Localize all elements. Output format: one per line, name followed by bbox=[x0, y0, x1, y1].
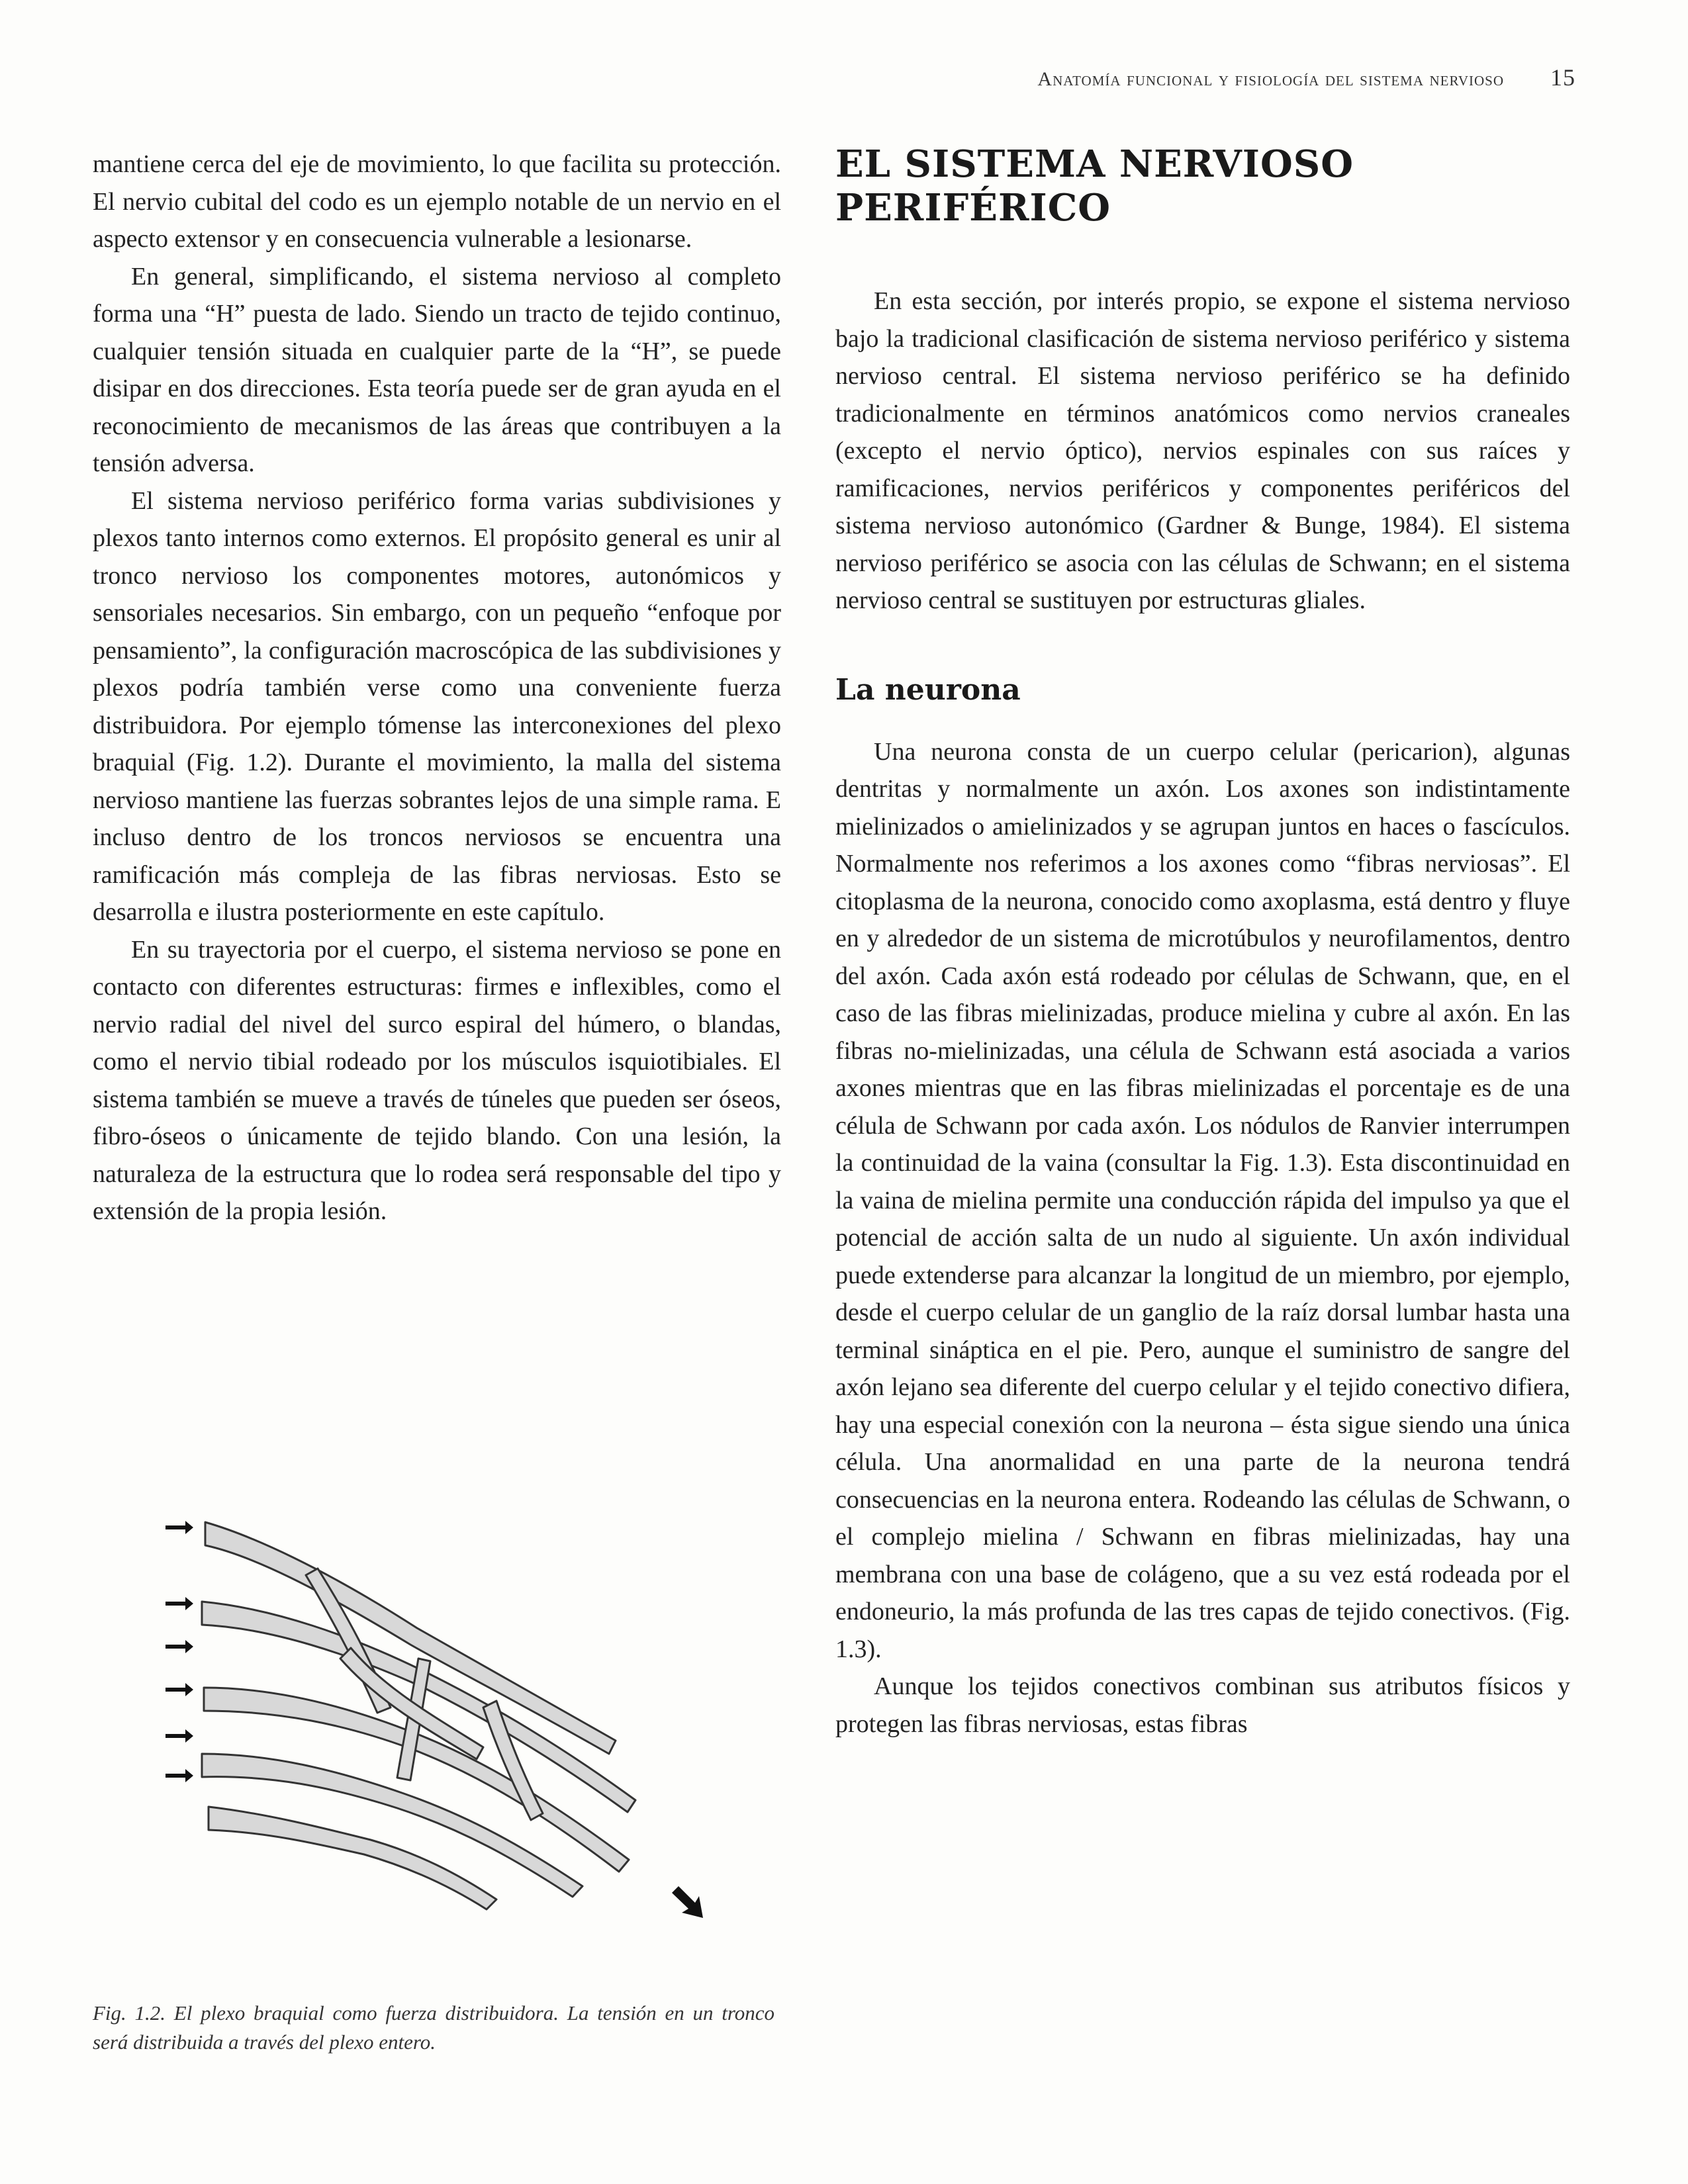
left-column bbox=[93, 146, 781, 1230]
section-title-line: EL SISTEMA NERVIOSO bbox=[835, 142, 1354, 186]
paragraph: Aunque los tejidos conectivos combinan sus atributos físicos y protegen las fibras nerviosas, estas fibras bbox=[835, 1672, 1570, 1738]
arrow-icon bbox=[165, 1597, 193, 1610]
arrow-icon bbox=[165, 1683, 193, 1696]
figure-caption bbox=[93, 1999, 774, 2057]
paragraph: En general, simplificando, el sistema nervioso al completo forma una “H” puesta de lado. Siendo un tracto de tejido continuo, cualquier tensión situada en cualquier parte de la “H”, se puede disipar en dos direcciones. Esta teoría puede ser de gran ayuda en el reconocimiento de mecanismos de las áreas que contribuyen a la tensión adversa. bbox=[93, 262, 781, 477]
brachial-plexus-illustration bbox=[152, 1489, 722, 1939]
paragraph: En su trayectoria por el cuerpo, el sistema nervioso se pone en contacto con diferentes estructuras: firmes e inflexibles, como el nervio radial del nivel del surco espiral del húmero, o blandas, como el nervio tibial rodeado por los músculos isquiotibiales. El sistema también se mueve a través de túneles que pueden ser óseos, fibro-óseos o únicamente de tejido blando. Con una lesión, la naturaleza de la estructura que lo rodea será responsable del tipo y extensión de la propia lesión. bbox=[93, 935, 781, 1225]
section-title bbox=[835, 142, 1570, 230]
arrow-icon bbox=[672, 1886, 703, 1918]
subheading: La neurona bbox=[835, 672, 1021, 707]
arrow-icon bbox=[165, 1769, 193, 1782]
running-header bbox=[814, 64, 1575, 91]
right-column bbox=[835, 142, 1570, 1743]
running-title: Anatomía funcional y fisiología del sistema nervioso bbox=[1037, 68, 1504, 90]
arrow-icon bbox=[165, 1521, 193, 1534]
paragraph: El sistema nervioso periférico forma varias subdivisiones y plexos tanto internos como externos. El propósito general es unir al tronco nervioso los componentes motores, autonómicos y sensoriales necesarios. Sin embargo, con un pequeño “enfoque por pensamiento”, la configuración macroscópica de las subdivisiones y plexos podría también verse como una conveniente fuerza distribuidora. Por ejemplo tómense las interconexiones del plexo braquial (Fig. 1.2). Durante el movimiento, la malla del sistema nervioso mantiene las fuerzas sobrantes lejos de una simple rama. E incluso dentro de los troncos nerviosos se encuentra una ramificación más compleja de las fibras nerviosas. Esto se desarrolla e ilustra posteriormente en este capítulo. bbox=[93, 486, 781, 926]
paragraph: mantiene cerca del eje de movimiento, lo que facilita su protección. El nervio cubital del codo es un ejemplo notable de un nervio en el aspecto extensor y en consecuencia vulnerable a lesionarse. bbox=[93, 150, 781, 253]
figure-caption-text: El plexo braquial como fuerza distribuidora. La tensión en un tronco será distribuida a través del plexo entero. bbox=[93, 2001, 775, 2054]
arrow-icon bbox=[165, 1640, 193, 1653]
intro-paragraph: En esta sección, por interés propio, se expone el sistema nervioso bajo la tradicional clasificación de sistema nervioso periférico y sistema nervioso central. El sistema nervioso periférico se ha definido tradicionalmente en términos anatómicos como nervios craneales (excepto el nervio óptico), nervios espinales con sus raíces y ramificaciones, nervios periféricos y componentes periféricos del sistema nervioso autonómico (Gardner & Bunge, 1984). El sistema nervioso periférico se asocia con las células de Schwann; en el sistema nervioso central se sustituyen por estructuras gliales. bbox=[835, 287, 1570, 614]
brachial-plexus-figure bbox=[152, 1489, 722, 1939]
section-title-line: PERIFÉRICO bbox=[835, 186, 1111, 230]
page-number: 15 bbox=[1550, 64, 1575, 91]
paragraph: Una neurona consta de un cuerpo celular (pericarion), algunas dentritas y normalmente un axón. Los axones son indistintamente mielinizados o amielinizados y se agrupan juntos en haces o fascículos. Normalmente nos referimos a los axones como “fibras nerviosas”. El citoplasma de la neurona, conocido como axoplasma, está dentro y fluye en y alrededor de un sistema de microtúbulos y neurofilamentos, dentro del axón. Cada axón está rodeado por células de Schwann, que, en el caso de las fibras mielinizadas, produce mielina y cubre al axón. En las fibras no-mielinizadas, una célula de Schwann está asociada a varios axones mientras que en las fibras mielinizadas el porcentaje es de una célula de Schwann por cada axón. Los nódulos de Ranvier interrumpen la continuidad de la vaina (consultar la Fig. 1.3). Esta discontinuidad en la vaina de mielina permite una conducción rápida del impulso ya que el potencial de acción salta de un nudo al siguiente. Un axón individual puede extenderse para alcanzar la longitud de un miembro, por ejemplo, desde el cuerpo celular de un ganglio de la raíz dorsal lumbar hasta una terminal sináptica en el pie. Pero, aunque el suministro de sangre del axón lejano sea diferente del cuerpo celular y el tejido conectivo difiera, hay una especial conexión con la neurona – ésta sigue siendo una única célula. Una anormalidad en una parte de la neurona tendrá consecuencias en la neurona entera. Rodeando las células de Schwann, o el complejo mielina / Schwann en fibras mielinizadas, hay una membrana con una base de colágeno, que a su vez está rodeada por el endoneurio, la más profunda de las tres capas de tejido conectivos. (Fig. 1.3). bbox=[835, 737, 1570, 1663]
arrow-icon bbox=[165, 1729, 193, 1743]
figure-label: Fig. 1.2. bbox=[93, 2001, 166, 2025]
